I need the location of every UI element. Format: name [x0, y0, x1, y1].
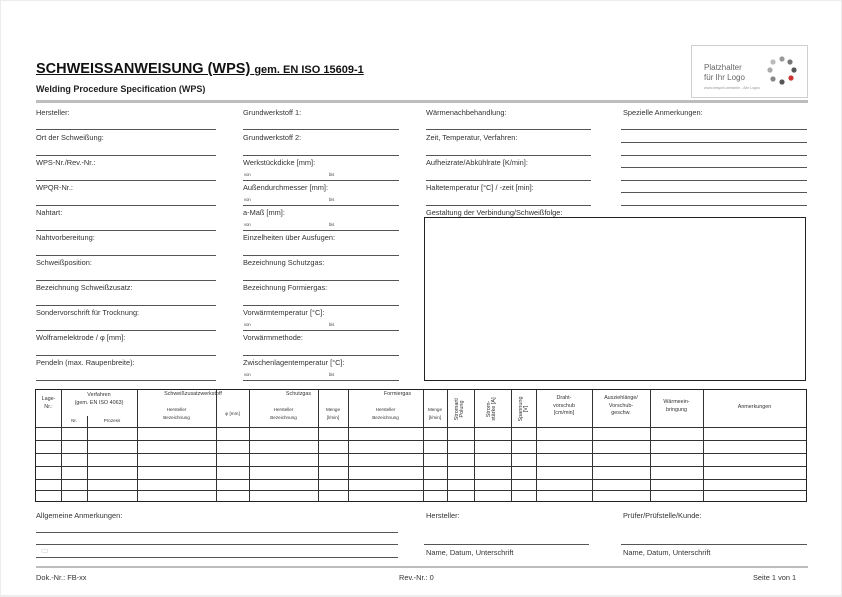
pruefer-sign-label: Prüfer/Prüfstelle/Kunde:: [623, 511, 702, 520]
input-line-nahtart[interactable]: [36, 230, 216, 231]
col-anmerkungen: Anmerkungen: [737, 404, 772, 410]
field-aussendurchmesser: Außendurchmesser [mm]:: [243, 183, 329, 192]
allgemeine-line[interactable]: [36, 532, 398, 533]
input-line-zeit-temperatur[interactable]: [426, 155, 591, 156]
range-bis: bis: [329, 322, 335, 327]
col-zusatzwerkstoff: Schweißzusatzwerkstoff: [164, 391, 222, 397]
col-formiergas-hersteller: Hersteller Bezeichnung: [372, 407, 399, 420]
col-spannung: Spannung [V]: [518, 396, 529, 422]
input-line-waermenachbehandlung[interactable]: [426, 129, 591, 130]
field-a-mass: a-Maß [mm]:: [243, 208, 285, 217]
input-line-werkstueckdicke[interactable]: [243, 180, 399, 181]
input-line-ausfugen[interactable]: [243, 255, 399, 256]
field-ort: Ort der Schweißung:: [36, 133, 104, 142]
allgemeine-line[interactable]: [36, 557, 398, 558]
page-subtitle: Welding Procedure Specification (WPS): [36, 84, 206, 94]
range-von: von: [244, 197, 251, 202]
wps-form-page: [1, 1, 841, 595]
input-line-hersteller[interactable]: [36, 129, 216, 130]
welding-parameter-table: [35, 389, 807, 502]
range-von: von: [244, 222, 251, 227]
page-number: Seite 1 von 1: [753, 573, 797, 582]
allgemeine-line[interactable]: [36, 544, 398, 545]
input-line-zwischenlagentemperatur[interactable]: [243, 380, 399, 381]
range-bis: bis: [329, 197, 335, 202]
field-werkstueckdicke: Werkstückdicke [mm]:: [243, 158, 316, 167]
input-line-vorwaermtemperatur[interactable]: [243, 330, 399, 331]
field-wps-nr: WPS-Nr./Rev.-Nr.:: [36, 158, 96, 167]
field-wolframelektrode: Wolframelektrode / φ [mm]:: [36, 333, 126, 342]
col-schutzgas-menge: Menge [l/min]: [325, 407, 341, 420]
field-haltetemperatur: Haltetemperatur [°C] / -zeit [min]:: [426, 183, 534, 192]
col-verfahren: Verfahren (gem. EN ISO 4063): [74, 392, 124, 406]
logo-dots-icon: [764, 54, 800, 88]
field-schutzgas: Bezeichnung Schutzgas:: [243, 258, 325, 267]
footer-divider: [36, 566, 808, 568]
field-vorwaermtemperatur: Vorwärmtemperatur [°C]:: [243, 308, 325, 317]
col-formiergas-menge: Menge [l/min]: [427, 407, 443, 420]
input-line-aussendurchmesser[interactable]: [243, 205, 399, 206]
input-line-formiergas[interactable]: [243, 305, 399, 306]
field-gestaltung: Gestaltung der Verbindung/Schweißfolge:: [426, 208, 563, 217]
range-bis: bis: [329, 172, 335, 177]
page-title: [36, 61, 364, 77]
input-line-wolframelektrode[interactable]: [36, 355, 216, 356]
notes-line[interactable]: [621, 205, 807, 206]
input-line-pendeln[interactable]: [36, 380, 216, 381]
logo-placeholder: [691, 45, 808, 98]
range-von: von: [244, 322, 251, 327]
col-prozess: Prozess: [103, 418, 121, 423]
hersteller-sign-caption: Name, Datum, Unterschrift: [426, 548, 514, 557]
col-formiergas: Formiergas: [383, 391, 412, 397]
col-schutzgas: Schutzgas: [285, 391, 312, 397]
range-von: von: [244, 372, 251, 377]
field-ausfugen: Einzelheiten über Ausfugen:: [243, 233, 336, 242]
notes-line[interactable]: [621, 167, 807, 168]
field-formiergas: Bezeichnung Formiergas:: [243, 283, 328, 292]
col-waermeeinbringung: Wärmeein- bringung: [663, 399, 690, 413]
input-line-haltetemperatur[interactable]: [426, 205, 591, 206]
input-line-schutzgas[interactable]: [243, 280, 399, 281]
col-zusatz-hersteller: Hersteller Bezeichnung: [163, 407, 190, 420]
notes-line[interactable]: [621, 129, 807, 130]
field-vorwaermmethode: Vorwärmmethode:: [243, 333, 303, 342]
field-trocknung: Sondervorschrift für Trocknung:: [36, 308, 140, 317]
notes-line[interactable]: [621, 180, 807, 181]
notes-line[interactable]: [621, 192, 807, 193]
input-line-wpqr[interactable]: [36, 205, 216, 206]
field-schweissposition: Schweißposition:: [36, 258, 92, 267]
input-line-ort[interactable]: [36, 155, 216, 156]
field-hersteller: Hersteller:: [36, 108, 70, 117]
logo-line2: für Ihr Logo: [704, 73, 745, 82]
input-line-grundwerkstoff1[interactable]: [243, 129, 399, 130]
field-schweisszusatz: Bezeichnung Schweißzusatz:: [36, 283, 133, 292]
col-lage: Lage- Nr.:: [41, 396, 56, 410]
logo-line1: Platzhalter: [704, 63, 742, 72]
field-wpqr-nr: WPQR-Nr.:: [36, 183, 73, 192]
input-line-trocknung[interactable]: [36, 330, 216, 331]
input-line-vorwaermmethode[interactable]: [243, 355, 399, 356]
col-stromart: Stromart/ Polung: [454, 397, 465, 421]
field-nahtart: Nahtart:: [36, 208, 63, 217]
allgemeine-anmerkungen-label: Allgemeine Anmerkungen:: [36, 511, 123, 520]
input-line-grundwerkstoff2[interactable]: [243, 155, 399, 156]
title-text: SCHWEISSANWEISUNG (WPS): [36, 61, 251, 77]
header-divider: [36, 100, 808, 103]
col-stromstaerke: Strom- stärke [A]: [486, 397, 497, 421]
sketch-box[interactable]: [424, 217, 806, 381]
doc-number: Dok.-Nr.: FB-xx: [36, 573, 87, 582]
range-bis: bis: [329, 222, 335, 227]
field-spezielle-anmerkungen: Spezielle Anmerkungen:: [623, 108, 703, 117]
field-zeit-temperatur: Zeit, Temperatur, Verfahren:: [426, 133, 518, 142]
field-grundwerkstoff2: Grundwerkstoff 2:: [243, 133, 302, 142]
col-drahtvorschub: Draht- vorschub [cm/min]: [553, 395, 575, 416]
field-aufheizrate: Aufheizrate/Abkühlrate [K/min]:: [426, 158, 528, 167]
input-line-aufheizrate[interactable]: [426, 180, 591, 181]
field-pendeln: Pendeln (max. Raupenbreite):: [36, 358, 135, 367]
range-bis: bis: [329, 372, 335, 377]
logo-small-text: www.beispiel-webseite - Alle Logos: [704, 86, 760, 90]
field-waermenachbehandlung: Wärmenachbehandlung:: [426, 108, 507, 117]
hersteller-sign-label: Hersteller:: [426, 511, 460, 520]
range-von: von: [244, 172, 251, 177]
input-line-schweissposition[interactable]: [36, 280, 216, 281]
col-ausziehlaenge: Ausziehlänge/ Vorschub- geschw.: [604, 395, 638, 416]
field-grundwerkstoff1: Grundwerkstoff 1:: [243, 108, 302, 117]
rev-number: Rev.-Nr.: 0: [399, 573, 434, 582]
col-nr: Nr.: [71, 418, 77, 423]
input-line-a-mass[interactable]: [243, 230, 399, 231]
pruefer-sign-caption: Name, Datum, Unterschrift: [623, 548, 711, 557]
field-nahtvorbereitung: Nahtvorbereitung:: [36, 233, 95, 242]
notes-line[interactable]: [621, 155, 807, 156]
col-schutzgas-hersteller: Hersteller Bezeichnung: [270, 407, 297, 420]
field-zwischenlagentemperatur: Zwischenlagentemperatur [°C]:: [243, 358, 345, 367]
faint-mark: ▭: [41, 546, 49, 555]
input-line-schweisszusatz[interactable]: [36, 305, 216, 306]
pruefer-sign-line[interactable]: [621, 544, 807, 545]
input-line-nahtvorbereitung[interactable]: [36, 255, 216, 256]
title-suffix: gem. EN ISO 15609-1: [254, 64, 364, 76]
notes-line[interactable]: [621, 142, 807, 143]
col-phi: φ [mm]: [225, 411, 240, 416]
input-line-wps-nr[interactable]: [36, 180, 216, 181]
hersteller-sign-line[interactable]: [424, 544, 589, 545]
